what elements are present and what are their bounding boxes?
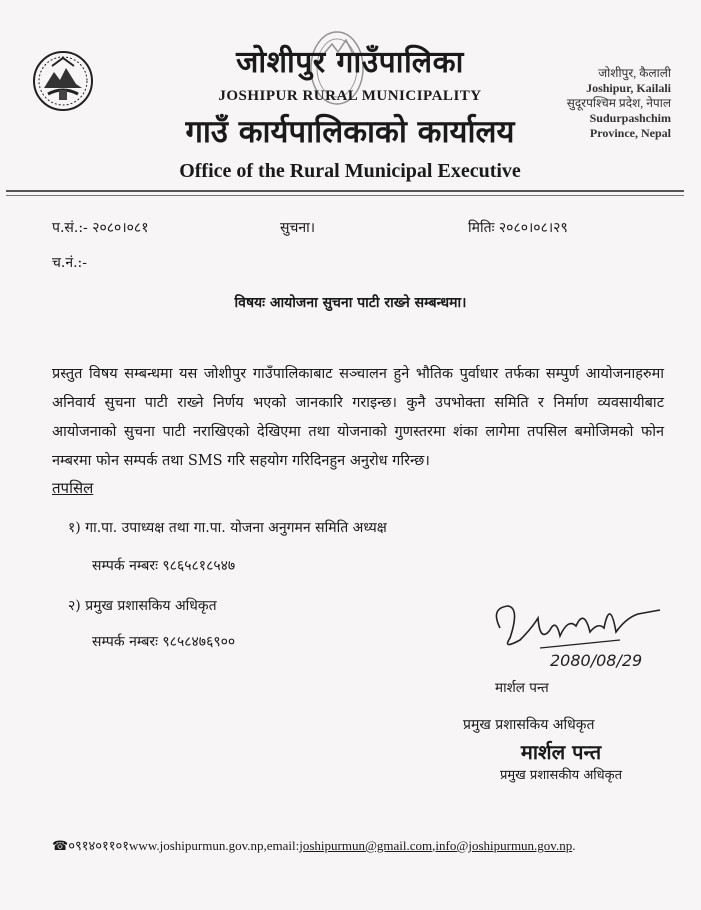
address-line: Sudurpashchim bbox=[589, 111, 671, 125]
letter-date: मितिः २०८०।०८।२९ bbox=[468, 220, 568, 236]
office-title-en: Office of the Rural Municipal Executive bbox=[179, 160, 521, 182]
name-stamp bbox=[500, 738, 622, 783]
stamp-title: प्रमुख प्रशासकीय अधिकृत bbox=[500, 768, 623, 783]
tapasil-heading: तपसिल bbox=[52, 479, 94, 497]
municipality-title-en: JOSHIPUR RURAL MUNICIPALITY bbox=[218, 88, 482, 104]
stamp-name: मार्शल पन्त bbox=[520, 740, 602, 764]
address-block bbox=[567, 66, 671, 141]
footer-end: . bbox=[572, 838, 576, 853]
notice-label: सुचना। bbox=[280, 220, 316, 236]
letter-subject: विषयः आयोजना सुचना पाटी राख्ने सम्बन्धमा। bbox=[234, 295, 467, 311]
footer-email-2[interactable]: info@joshipurmun.gov.np bbox=[435, 838, 573, 853]
signature-date: 2080/08/29 bbox=[550, 651, 643, 670]
nepal-emblem-icon bbox=[32, 50, 94, 112]
municipality-title-np: जोशीपुर गाउँपालिका bbox=[236, 45, 464, 80]
contact-item-title: १) गा.पा. उपाध्यक्ष तथा गा.पा. योजना अनुगमन समिति अध्यक्ष bbox=[68, 520, 387, 536]
footer-separator: , bbox=[432, 838, 436, 853]
footer-email-1[interactable]: joshipurmun@gmail.com bbox=[299, 838, 433, 853]
footer-website: www.joshipurmun.gov.np,email: bbox=[129, 838, 300, 853]
address-line: Province, Nepal bbox=[589, 126, 671, 140]
address-line: सुदूरपश्चिम प्रदेश, नेपाल bbox=[566, 96, 671, 110]
address-line: Joshipur, Kailali bbox=[586, 81, 671, 95]
signatory-title: प्रमुख प्रशासकिय अधिकृत bbox=[463, 717, 595, 733]
signatory-name: मार्शल पन्त bbox=[495, 680, 549, 696]
header-divider bbox=[6, 190, 684, 192]
contact-item-number: सम्पर्क नम्बरः ९८६५८१८५४७ bbox=[92, 558, 236, 574]
reference-number: प.सं.:- २०८०।०८१ bbox=[52, 220, 149, 236]
footer-contact bbox=[52, 836, 575, 854]
phone-icon: ☎ bbox=[52, 838, 69, 853]
dispatch-number: च.नं.:- bbox=[52, 255, 88, 271]
address-line: जोशीपुर, कैलाली bbox=[598, 66, 671, 80]
office-title-np: गाउँ कार्यपालिकाको कार्यालय bbox=[185, 114, 515, 150]
contact-item-title: २) प्रमुख प्रशासकिय अधिकृत bbox=[68, 598, 217, 614]
header-divider-thin bbox=[6, 195, 684, 196]
letter-body: प्रस्तुत विषय सम्बन्धमा यस जोशीपुर गाउँपालिकाबाट सञ्चालन हुने भौतिक पुर्वाधार तर्फका सम्पुर्ण आयोजनाहरुमा अनिवार्य सुचना पाटी राख्ने निर्णय भएको जानकारि गराइन्छ। कुनै उपभोक्ता समिति र निर्माण व्यवसायीबाट आयोजनाको सुचना पाटी नराखिएको देखिएमा तथा योजनाको गुणस्तरमा शंका लागेमा तपसिल बमोजिमको फोन नम्बरमा फोन सम्पर्क तथा SMS गरि सहयोग गरिदिनहुन अनुरोध गरिन्छ। bbox=[52, 366, 664, 469]
contact-item-number: सम्पर्क नम्बरः ९८५८४७६९०० bbox=[92, 634, 236, 650]
handwritten-signature bbox=[480, 588, 670, 678]
footer-phone: ०९१४०११०१ bbox=[68, 838, 130, 853]
